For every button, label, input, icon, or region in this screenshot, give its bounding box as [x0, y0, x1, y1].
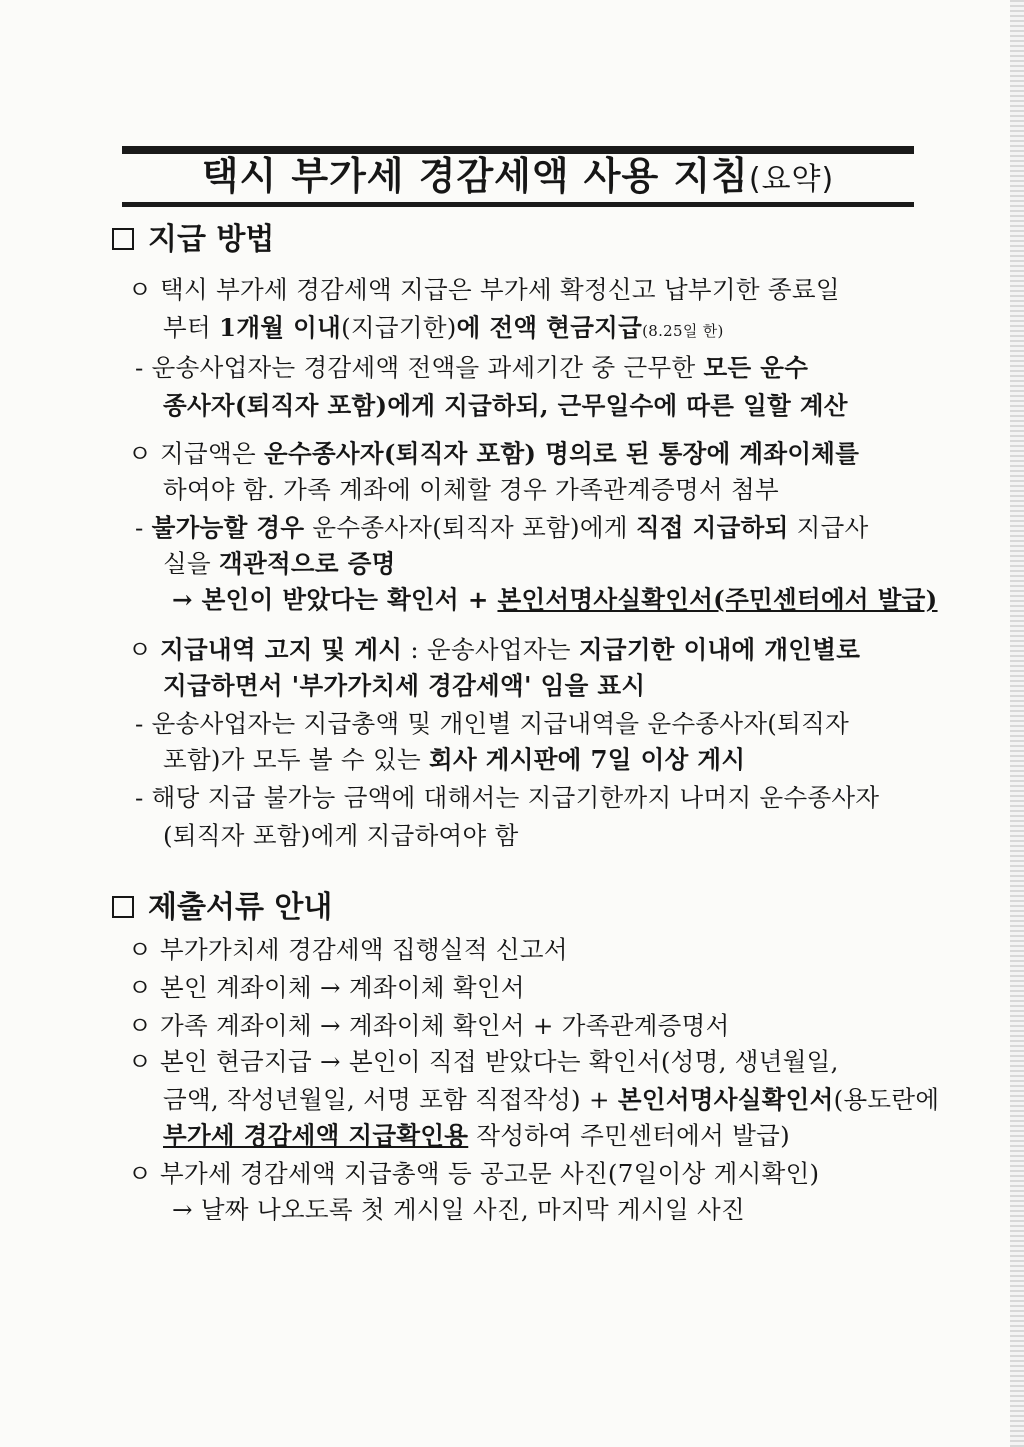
line-segment: 1개월 이내: [219, 313, 342, 342]
body-line: [128, 1156, 819, 1192]
line-segment: → 본인이 받았다는 확인서 +: [172, 585, 498, 614]
body-line: [172, 582, 938, 618]
line-segment: 회사 게시판에 7일 이상 게시: [429, 745, 746, 774]
line-segment: - 운송사업자는 경감세액 전액을 과세기간 중 근무한: [135, 353, 704, 382]
body-line: [163, 742, 745, 778]
line-segment: 금액, 작성년월일, 서명 포함 직접작성) +: [163, 1085, 618, 1114]
line-segment: ㅇ 가족 계좌이체 → 계좌이체 확인서 + 가족관계증명서: [128, 1011, 730, 1040]
body-line: [163, 546, 396, 582]
body-line: [128, 436, 859, 472]
line-segment: 부가세 경감세액 지급확인용: [163, 1121, 469, 1150]
line-segment: 지급내역 고지 및 게시: [160, 635, 403, 664]
body-line: [135, 780, 879, 816]
body-line: [128, 272, 840, 308]
line-segment: 직접 지급하되: [635, 513, 789, 542]
title-suffix: (요약): [748, 162, 835, 197]
line-segment: 운수종사자(퇴직자 포함) 명의로 된 통장에 계좌이체를: [264, 439, 860, 468]
body-line: [163, 818, 519, 854]
line-segment: 지급기한 이내에 개인별로: [578, 635, 861, 664]
section-heading-label: 지급 방법: [148, 222, 275, 257]
section-heading-label: 제출서류 안내: [148, 890, 333, 925]
line-segment: (퇴직자 포함)에게 지급하여야 함: [163, 821, 519, 850]
line-segment: 본인서명사실확인서: [617, 1085, 834, 1114]
line-segment: 포함)가 모두 볼 수 있는: [163, 745, 429, 774]
line-segment: 불가능할 경우: [151, 513, 305, 542]
line-segment: - 운송사업자는 지급총액 및 개인별 지급내역을 운수종사자(퇴직자: [135, 709, 850, 738]
body-line: [163, 1118, 790, 1154]
body-line: [163, 1082, 939, 1118]
line-segment: (8.25일 한): [642, 322, 724, 340]
line-segment: 에 전액 현금지급: [456, 313, 643, 342]
body-line: [163, 310, 724, 349]
checkbox-square-icon: [112, 896, 134, 918]
line-segment: 본인서명사실확인서(주민센터에서 발급): [497, 585, 938, 614]
line-segment: → 날짜 나오도록 첫 게시일 사진, 마지막 게시일 사진: [172, 1195, 745, 1224]
body-line: [128, 1008, 730, 1044]
line-segment: ㅇ 택시 부가세 경감세액 지급은 부가세 확정신고 납부기한 종료일: [128, 275, 840, 304]
line-segment: (용도란에: [833, 1085, 940, 1114]
line-segment: - 해당 지급 불가능 금액에 대해서는 지급기한까지 나머지 운수종사자: [135, 783, 880, 812]
line-segment: ㅇ 본인 계좌이체 → 계좌이체 확인서: [128, 973, 525, 1002]
body-line: [128, 1044, 839, 1080]
section-heading-documents: [112, 890, 332, 926]
line-segment: : 운송사업자는: [402, 635, 579, 664]
line-segment: ㅇ 본인 현금지급 → 본인이 직접 받았다는 확인서(성명, 생년월일,: [128, 1047, 839, 1076]
line-segment: 지급하면서 '부가가치세 경감세액' 임을 표시: [163, 671, 646, 700]
body-line: [163, 388, 848, 424]
title-bottom-rule: [122, 202, 914, 207]
body-line: [135, 706, 849, 742]
body-line: [163, 472, 779, 508]
line-segment: ㅇ 부가세 경감세액 지급총액 등 공고문 사진(7일이상 게시확인): [128, 1159, 820, 1188]
body-line: [128, 632, 860, 668]
line-segment: 실을: [163, 549, 220, 578]
line-segment: 운수종사자(퇴직자 포함)에게: [304, 513, 636, 542]
line-segment: 작성하여 주민센터에서 발급): [468, 1121, 790, 1150]
line-segment: ㅇ 부가가치세 경감세액 집행실적 신고서: [128, 935, 568, 964]
line-segment: 하여야 함. 가족 계좌에 이체할 경우 가족관계증명서 첨부: [163, 475, 779, 504]
body-line: [163, 668, 645, 704]
line-segment: 종사자(퇴직자 포함)에게 지급하되, 근무일수에 따른 일할 계산: [163, 391, 848, 420]
body-line: [135, 510, 869, 546]
line-segment: (지급기한): [341, 313, 457, 342]
line-segment: ㅇ: [128, 635, 161, 664]
body-line: [128, 932, 568, 968]
line-segment: -: [135, 513, 152, 542]
line-segment: 지급사: [788, 513, 869, 542]
title-main: 택시 부가세 경감세액 사용 지침: [201, 154, 749, 198]
body-line: [172, 1192, 745, 1228]
line-segment: 객관적으로 증명: [219, 549, 396, 578]
line-segment: 부터: [163, 313, 220, 342]
document-title: [122, 150, 914, 202]
scan-edge-artifact: [1010, 0, 1024, 1447]
section-heading-payment-method: [112, 222, 274, 258]
body-line: [135, 350, 808, 386]
body-line: [128, 970, 525, 1006]
line-segment: ㅇ 지급액은: [128, 439, 265, 468]
checkbox-square-icon: [112, 228, 134, 250]
line-segment: 모든 운수: [703, 353, 809, 382]
